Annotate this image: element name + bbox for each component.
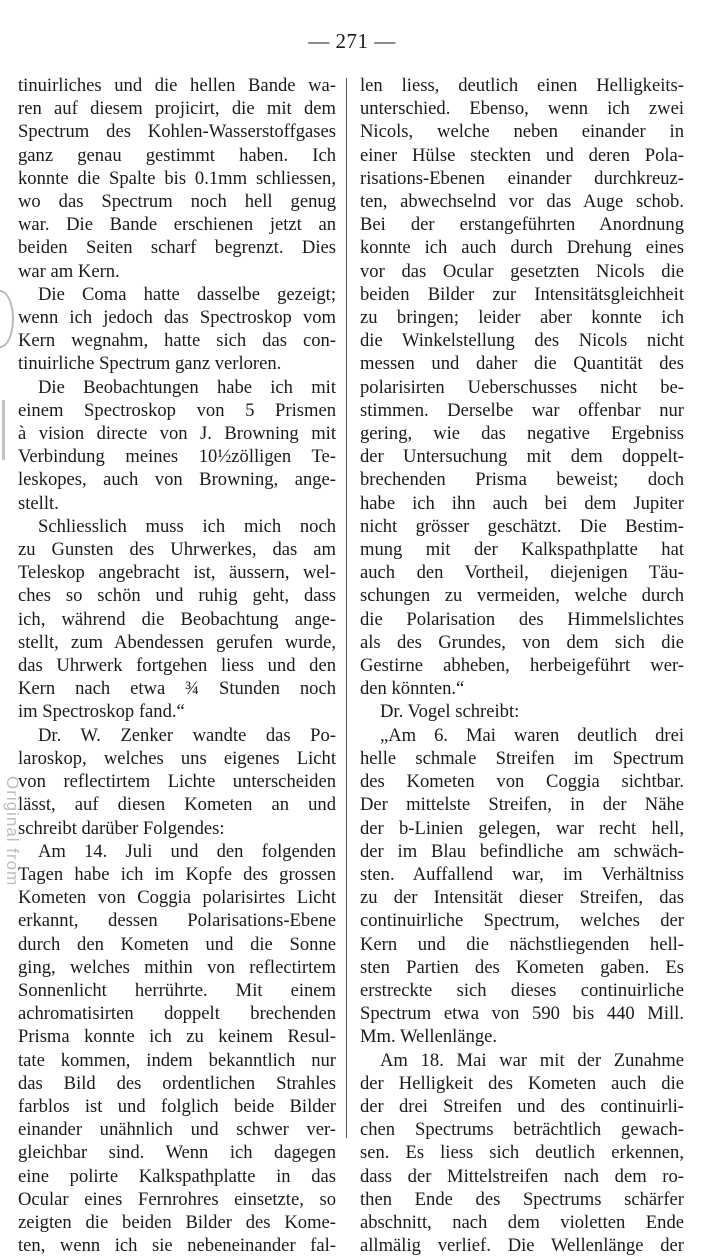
text-line: die Polarisation des Himmelslichtes <box>360 608 684 630</box>
text-line: Sonnenlicht herrührte. Mit einem <box>18 979 336 1001</box>
text-line: farblos ist und folglich beide Bilder <box>18 1095 336 1117</box>
text-line: Ocular eines Fernrohres einsetzte, so <box>18 1188 336 1210</box>
text-line: sten. Auffallend war, im Verhältniss <box>360 863 684 885</box>
text-line: Am 14. Juli und den folgenden <box>38 840 336 862</box>
text-line: à vision directe von J. Browning mit <box>18 423 336 445</box>
text-line: continuirliche Spectrum, welches der <box>360 910 684 932</box>
text-line: beiden Bilder zur Intensitätsgleichheit <box>360 283 684 305</box>
text-line: Teleskop angebracht ist, äussern, wel- <box>18 562 336 584</box>
text-line: Der mittelste Streifen, in der Nähe <box>360 794 684 816</box>
text-line: nicht grösser geschätzt. Die Bestim- <box>360 515 684 537</box>
text-line: war. Die Bande erschienen jetzt an <box>18 214 336 236</box>
text-line: tinuirliches und die hellen Bande wa- <box>18 75 336 96</box>
text-line: lässt, auf diesen Kometen an und <box>18 794 336 816</box>
margin-bar-mark <box>2 400 5 460</box>
text-line: risations-Ebenen einander durchkreuz- <box>360 167 684 189</box>
text-line: stellt. <box>18 492 59 514</box>
text-line: helle schmale Streifen im Spectrum <box>360 747 684 769</box>
text-line: die Winkelstellung des Nicols nicht <box>360 330 684 352</box>
text-line: Verbindung meines 10½zölligen Te- <box>18 446 336 468</box>
text-line: messen und daher die Quantität des <box>360 353 684 375</box>
text-line: Schliesslich muss ich mich noch <box>38 515 336 537</box>
text-line: der drei Streifen und des continuirli- <box>360 1095 684 1117</box>
text-line: eine polirte Kalkspathplatte in das <box>18 1165 336 1187</box>
text-line: Kern nach etwa ¾ Stunden noch <box>18 678 336 700</box>
text-line: ren auf diesem projicirt, die mit dem <box>18 98 336 120</box>
text-line: ich, während die Beobachtung ange- <box>18 608 336 630</box>
text-line: den könnten.“ <box>360 678 465 700</box>
text-line: der Helligkeit des Kometen auch die <box>360 1072 684 1094</box>
text-line: Prisma konnte ich zu keinem Resul- <box>18 1026 336 1048</box>
text-line: gleichbar sind. Wenn ich dagegen <box>18 1142 336 1164</box>
text-line: mung mit der Kalkspathplatte hat <box>360 539 684 561</box>
text-line: habe ich ihn auch bei dem Jupiter <box>360 492 684 514</box>
text-line: des Kometen von Coggia sichtbar. <box>360 771 684 793</box>
text-line: Gestirne abheben, herbeigeführt wer- <box>360 655 684 677</box>
text-line: Am 18. Mai war mit der Zunahme <box>380 1049 684 1071</box>
scan-margin-mark <box>0 290 12 470</box>
text-line: durch den Kometen und die Sonne <box>18 933 336 955</box>
text-line: stellt, zum Abendessen gerufen wurde, <box>18 631 336 653</box>
text-line: Tagen habe ich im Kopfe des grossen <box>18 863 336 885</box>
text-line: achromatisirten doppelt brechenden <box>18 1003 336 1025</box>
watermark-original-from: Original from <box>3 776 22 887</box>
text-line: tate kommen, indem bekanntlich nur <box>18 1049 336 1071</box>
text-line: unterschied. Ebenso, wenn ich zwei <box>360 98 684 120</box>
text-line: konnte die Spalte bis 0.1mm schliessen, <box>18 167 336 189</box>
text-line: allmälig verlief. Die Wellenlänge der <box>360 1235 684 1257</box>
text-line: Dr. W. Zenker wandte das Po- <box>38 724 336 746</box>
text-line: Spectrum des Kohlen-Wasserstoffgases <box>18 121 336 143</box>
text-line: auch den Vortheil, diejenigen Täu- <box>360 562 684 584</box>
text-line: dass der Mittelstreifen nach dem ro- <box>360 1165 684 1187</box>
text-line: brechenden Prisma beweist; doch <box>360 469 684 491</box>
text-line: einem Spectroskop von 5 Prismen <box>18 399 336 421</box>
text-line: Kometen von Coggia polarisirtes Licht <box>18 887 336 909</box>
text-line: einander unähnlich und schwer ver- <box>18 1119 336 1141</box>
text-line: ganz genau gestimmt haben. Ich <box>18 144 336 166</box>
text-line: Kern wegnahm, hatte sich das con- <box>18 330 336 352</box>
text-line: zu der Intensität dieser Streifen, das <box>360 887 684 909</box>
text-line: schungen zu vermeiden, welche durch <box>360 585 684 607</box>
text-line: polarisirten Ueberschusses nicht be- <box>360 376 684 398</box>
text-line: ches so schön und ruhig geht, dass <box>18 585 336 607</box>
text-line: Die Beobachtungen habe ich mit <box>38 376 336 398</box>
text-line: sen. Es liess sich deutlich erkennen, <box>360 1142 684 1164</box>
text-line: laroskop, welches uns eigenes Licht <box>18 747 336 769</box>
text-line: von reflectirtem Lichte unterscheiden <box>18 771 336 793</box>
text-line: schreibt darüber Folgendes: <box>18 817 225 839</box>
column-divider <box>346 78 347 1138</box>
text-line: der b-Linien gelegen, war recht hell, <box>360 817 684 839</box>
text-line: konnte ich auch durch Drehung eines <box>360 237 684 259</box>
text-line: Bei der erstangeführten Anordnung <box>360 214 684 236</box>
text-line: sten Partien des Kometen gaben. Es <box>360 956 684 978</box>
text-line: ten, abwechselnd vor das Auge schob. <box>360 191 684 213</box>
text-line: als des Grundes, von dem sich die <box>360 631 684 653</box>
text-line: tinuirliche Spectrum ganz verloren. <box>18 353 282 375</box>
text-line: gering, wie das negative Ergebniss <box>360 423 684 445</box>
text-line: vor das Ocular gesetzten Nicols die <box>360 260 684 282</box>
text-line: Die Coma hatte dasselbe gezeigt; <box>38 283 336 305</box>
text-line: wenn ich jedoch das Spectroskop vom <box>18 307 336 329</box>
text-line: einer Hülse steckten und deren Pola- <box>360 144 684 166</box>
margin-arc-mark <box>0 290 14 348</box>
text-line: chen Spectrums beträchtlich gewach- <box>360 1119 684 1141</box>
text-line: das Uhrwerk fortgehen liess und den <box>18 655 336 677</box>
right-text-column <box>360 74 684 1257</box>
text-line: das Bild des ordentlichen Strahles <box>18 1072 336 1094</box>
text-line: abschnitt, nach dem violetten Ende <box>360 1211 684 1233</box>
text-line: then Ende des Spectrums schärfer <box>360 1188 684 1210</box>
text-line: zu bringen; leider aber konnte ich <box>360 307 684 329</box>
text-line: ten, wenn ich sie nebeneinander fal- <box>18 1235 336 1257</box>
text-line: ging, welches mithin von reflectirtem <box>18 956 336 978</box>
text-line: zu Gunsten des Uhrwerkes, das am <box>18 539 336 561</box>
text-line: der im Blau befindliche am schwäch- <box>360 840 684 862</box>
text-line: Kern und die nächstliegenden hell- <box>360 933 684 955</box>
text-line: im Spectroskop fand.“ <box>18 701 185 723</box>
text-line: Nicols, welche neben einander in <box>360 121 684 143</box>
text-line: wo das Spectrum noch hell genug <box>18 191 336 213</box>
text-line: der Untersuchung mit dem doppelt- <box>360 446 684 468</box>
text-line: zeigten die beiden Bilder des Kome- <box>18 1211 336 1233</box>
left-text-column <box>18 74 336 1257</box>
text-line: Dr. Vogel schreibt: <box>380 701 520 723</box>
text-line: Mm. Wellenlänge. <box>360 1026 498 1048</box>
text-line: len liess, deutlich einen Helligkeits- <box>360 75 684 96</box>
text-line: erstreckte sich dieses continuirliche <box>360 979 684 1001</box>
text-line: erkannt, dessen Polarisations-Ebene <box>18 910 336 932</box>
text-line: „Am 6. Mai waren deutlich drei <box>380 724 684 746</box>
text-line: war am Kern. <box>18 260 120 282</box>
text-line: leskopes, auch von Browning, ange- <box>18 469 336 491</box>
page-number: — 271 — <box>308 29 396 53</box>
text-line: Spectrum etwa von 590 bis 440 Mill. <box>360 1003 684 1025</box>
text-line: stimmen. Derselbe war offenbar nur <box>360 399 684 421</box>
text-line: beiden Seiten scharf begrenzt. Dies <box>18 237 336 259</box>
